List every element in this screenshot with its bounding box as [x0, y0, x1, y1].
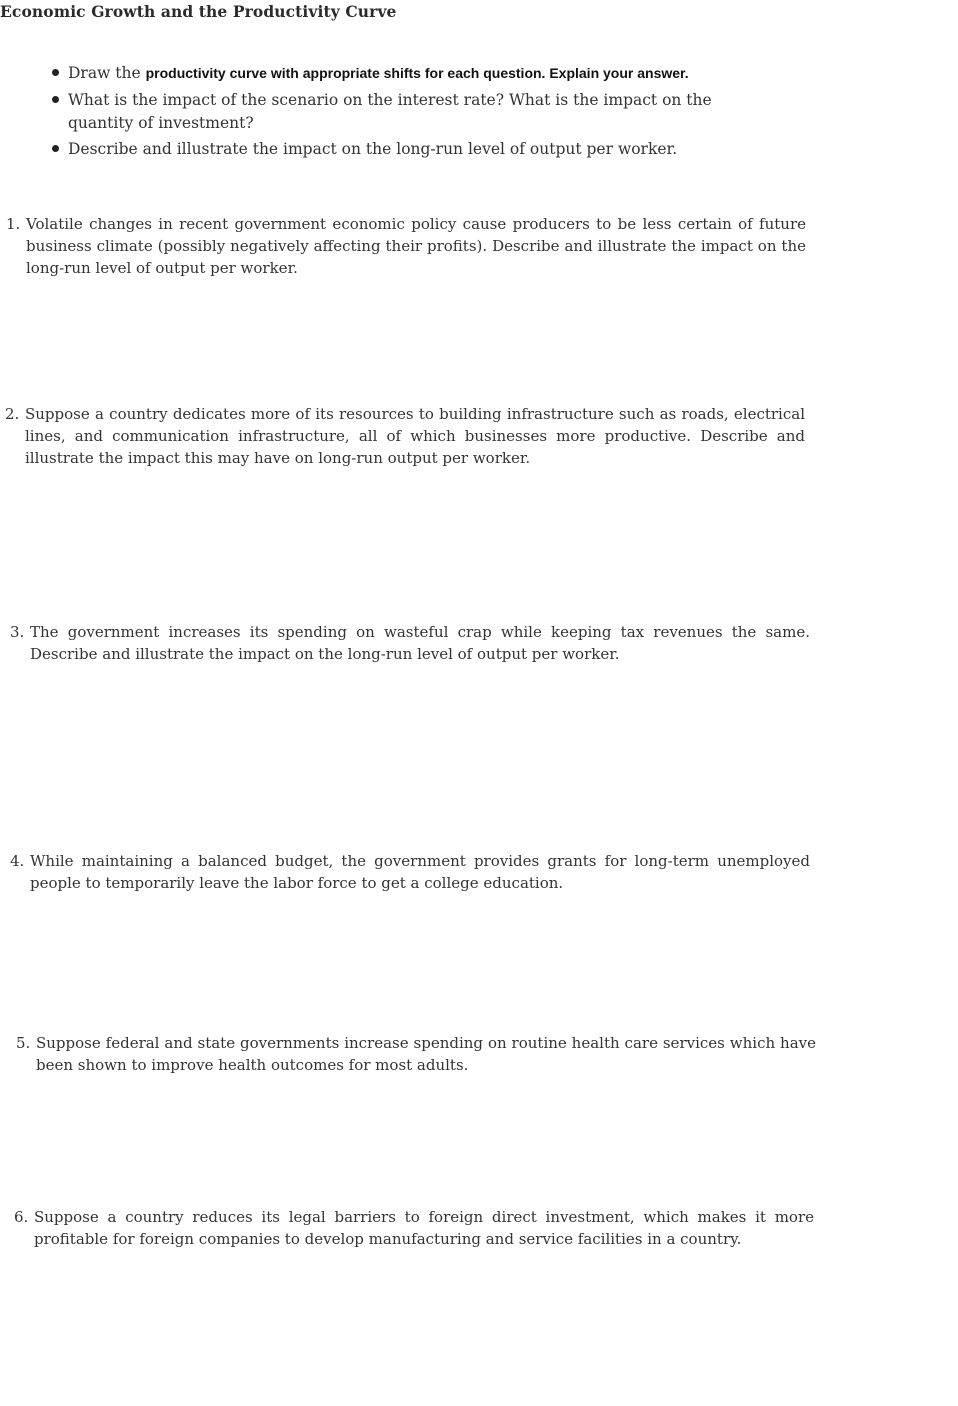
question-number: 3.: [10, 623, 25, 641]
page-title: Economic Growth and the Productivity Curve: [0, 2, 397, 21]
question-text: The government increases its spending on wasteful crap while keeping tax revenues the same. Describe and illustrate the impact on the long-run level of output per worker.: [30, 623, 810, 663]
bullet-dot-icon: [52, 145, 59, 152]
bullet-dot-icon: [52, 69, 59, 76]
instruction-bold-text: productivity curve with appropriate shifts for each question. Explain your answer.: [145, 65, 689, 81]
question-text: Suppose a country reduces its legal barriers to foreign direct investment, which makes it more profitable for foreign companies to develop manufacturing and service facilities in a country.: [34, 1208, 814, 1248]
question-6: [14, 1206, 814, 1250]
question-text: Volatile changes in recent government economic policy cause producers to be less certain of future business climate (possibly negatively affecting their profits). Describe and illustrate the impact on the long-run level of output per worker.: [26, 215, 806, 277]
question-text: While maintaining a balanced budget, the government provides grants for long-term unemployed people to temporarily leave the labor force to get a college education.: [30, 852, 810, 892]
instruction-bullet-draw: [52, 62, 778, 85]
question-1: [6, 213, 806, 279]
instruction-text: What is the impact of the scenario on the interest rate? What is the impact on the quantity of investment?: [68, 91, 712, 132]
question-number: 1.: [6, 215, 21, 233]
question-number: 6.: [14, 1208, 29, 1226]
question-number: 4.: [10, 852, 25, 870]
question-5: [16, 1032, 816, 1076]
instruction-bullet-output: [52, 138, 778, 161]
question-number: 5.: [16, 1034, 31, 1052]
question-4: [10, 850, 810, 894]
question-text: Suppose federal and state governments increase spending on routine health care services which have been shown to improve health outcomes for most adults.: [36, 1034, 816, 1074]
question-text: Suppose a country dedicates more of its resources to building infrastructure such as roads, electrical lines, and communication infrastructure, all of which businesses more productive. Describe and illustrate the impact this may have on long-run output per worker.: [25, 405, 805, 467]
instruction-bullet-interest: [52, 89, 778, 135]
instruction-text: Describe and illustrate the impact on the long-run level of output per worker.: [68, 140, 678, 158]
question-number: 2.: [5, 405, 20, 423]
bullet-dot-icon: [52, 96, 59, 103]
question-2: [5, 403, 805, 469]
question-3: [10, 621, 810, 665]
instruction-prefix: Draw the: [68, 64, 146, 82]
